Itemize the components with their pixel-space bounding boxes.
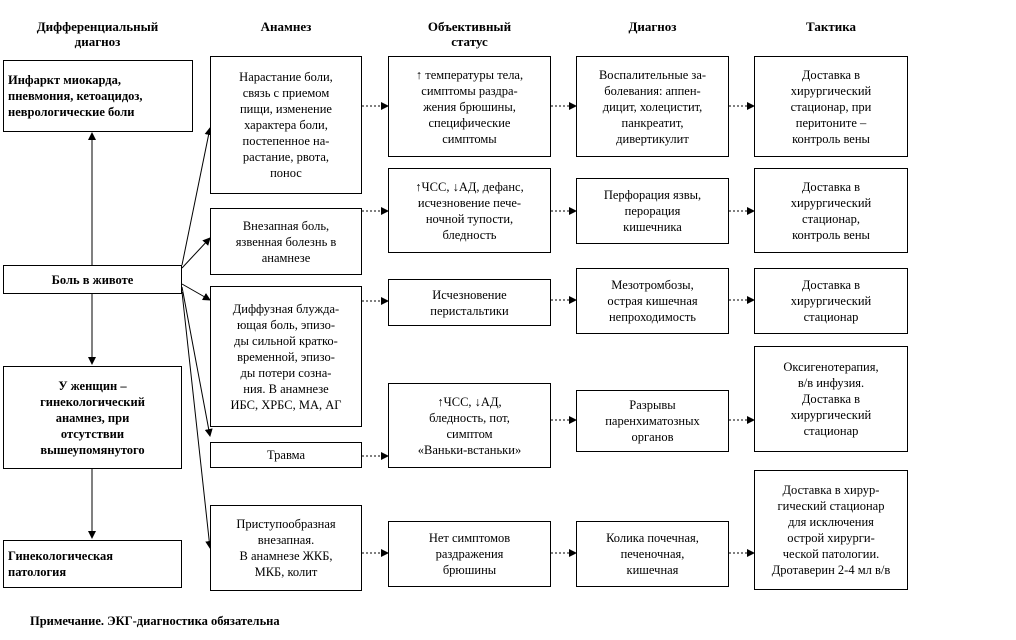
objective-fever-peritoneal: ↑ температуры тела, симптомы раздра- жения брюшины, специфические симптомы bbox=[388, 56, 551, 157]
header-anamnesis: Анамнез bbox=[260, 19, 312, 34]
diagnosis-organ-rupture: Разрывы паренхиматозных органов bbox=[576, 390, 729, 452]
header-diagnosis: Диагноз bbox=[628, 19, 677, 34]
diagnosis-colic: Колика почечная, печеночная, кишечная bbox=[576, 521, 729, 587]
objective-no-peristalsis: Исчезновение перистальтики bbox=[388, 279, 551, 326]
diagnosis-mesothrombosis: Мезотромбозы, острая кишечная непроходимость bbox=[576, 268, 729, 334]
tactics-row-2: Доставка в хирургический стационар, контроль вены bbox=[754, 168, 908, 253]
objective-shock-signs: ↑ЧСС, ↓АД, бледность, пот, симптом «Ваньки-встаньки» bbox=[388, 383, 551, 468]
anamnesis-sudden-pain-ulcer: Внезапная боль, язвенная болезнь в анамнезе bbox=[210, 208, 362, 275]
tactics-row-4: Оксигенотерапия, в/в инфузия. Доставка в хирургический стационар bbox=[754, 346, 908, 452]
anamnesis-trauma: Травма bbox=[210, 442, 362, 468]
diagnosis-perforation: Перфорация язвы, перорация кишечника bbox=[576, 178, 729, 244]
header-objective-status: Объективный статус bbox=[427, 19, 512, 49]
objective-tachycardia-hypotension: ↑ЧСС, ↓АД, дефанс, исчезновение пече- ночной тупости, бледность bbox=[388, 168, 551, 253]
anamnesis-gradual-pain: Нарастание боли, связь с приемом пищи, изменение характера боли, постепенное на- растание, рвота, понос bbox=[210, 56, 362, 194]
box-gynecological-pathology: Гинекологическая патология bbox=[3, 540, 182, 588]
diagnosis-inflammatory: Воспалительные за- болевания: аппен- дицит, холецистит, панкреатит, дивертикулит bbox=[576, 56, 729, 157]
anamnesis-colic-pain: Приступообразная внезапная. В анамнезе ЖКБ, МКБ, колит bbox=[210, 505, 362, 591]
tactics-row-1: Доставка в хирургический стационар, при перитоните – контроль вены bbox=[754, 56, 908, 157]
objective-no-peritoneal-signs: Нет симптомов раздражения брюшины bbox=[388, 521, 551, 587]
box-women-gynecological: У женщин – гинекологический анамнез, при отсутствии вышеупомянутого bbox=[3, 366, 182, 469]
anamnesis-diffuse-pain: Диффузная блужда- ющая боль, эпизо- ды сильной кратко- временной, эпизо- ды потери созна- ния. В анамнезе ИБС, ХРБС, МА, АГ bbox=[210, 286, 362, 427]
box-abdominal-pain: Боль в животе bbox=[3, 265, 182, 294]
tactics-row-3: Доставка в хирургический стационар bbox=[754, 268, 908, 334]
footnote-ecg: Примечание. ЭКГ-диагностика обязательна bbox=[30, 614, 280, 628]
header-tactics: Тактика bbox=[805, 19, 856, 34]
box-infarct-pneumonia: Инфаркт миокарда, пневмония, кетоацидоз, неврологические боли bbox=[3, 60, 193, 132]
header-differential-diagnosis: Дифференциальный диагноз bbox=[36, 19, 159, 49]
tactics-row-5: Доставка в хирур- гический стационар для исключения острой хирурги- ческой патологии. Дротаверин 2-4 мл в/в bbox=[754, 470, 908, 590]
